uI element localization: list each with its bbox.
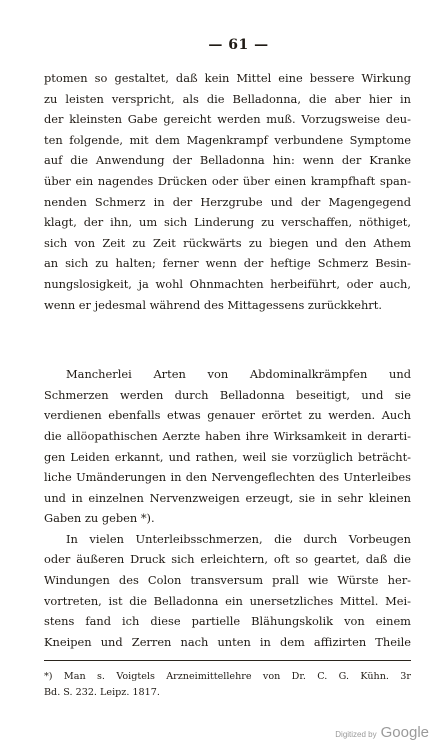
text-line: stens fand ich diese partielle Blähungskolik von einem xyxy=(44,614,411,629)
text-line: Mancherlei Arten von Abdominalkrämpfen und xyxy=(66,367,411,382)
text-line: nungslosigkeit, ja wohl Ohnmachten herbeiführt, oder auch, xyxy=(44,276,411,291)
footnote-line: Bd. S. 232. Leipz. 1817. xyxy=(44,687,160,699)
page-number: — 61 — xyxy=(208,37,269,53)
paragraph-1 xyxy=(44,68,411,315)
text-line: Kneipen und Zerren nach unten in dem affizirten Theile xyxy=(44,634,411,649)
text-line: wenn er jedesmal während des Mittagessens zurückkehrt. xyxy=(44,297,382,312)
text-line: vortreten, ist die Belladonna ein unersetzliches Mittel. Mei- xyxy=(44,593,411,608)
google-watermark xyxy=(335,724,429,741)
text-line: die allöopathischen Aerzte haben ihre Wirksamkeit in derarti- xyxy=(44,428,411,443)
footnote-line: *) Man s. Voigtels Arzneimittellehre von Dr. C. G. Kühn. 3r xyxy=(44,671,411,683)
footnote-rule xyxy=(44,660,411,661)
text-line: gen Leiden erkannt, und rathen, weil sie vorzüglich beträcht- xyxy=(44,449,411,464)
footnote xyxy=(44,669,411,701)
text-line: über ein nagendes Drücken oder über einen krampfhaft span- xyxy=(44,173,411,188)
text-line: verdienen ebenfalls etwas genauer erörtet zu werden. Auch xyxy=(44,408,411,423)
text-line: Gaben zu geben *). xyxy=(44,511,155,526)
text-line: klagt, der ihn, um sich Linderung zu verschaffen, nöthiget, xyxy=(44,215,411,230)
text-line: In vielen Unterleibsschmerzen, die durch Vorbeugen xyxy=(66,531,411,546)
text-line: an sich zu halten; ferner wenn der heftige Schmerz Besin- xyxy=(44,256,411,271)
google-logo: Google xyxy=(380,724,429,741)
text-line: Schmerzen werden durch Belladonna beseitigt, und sie xyxy=(44,387,411,402)
text-line: zu leisten verspricht, als die Belladonna, die aber hier in xyxy=(44,91,411,106)
text-line: auf die Anwendung der Belladonna hin: wenn der Kranke xyxy=(44,153,411,168)
text-line: und in einzelnen Nervenzweigen erzeugt, sie in sehr kleinen xyxy=(44,490,411,505)
text-line: nenden Schmerz in der Herzgrube und der Magengegend xyxy=(44,194,411,209)
text-line: oder äußeren Druck sich erleichtern, oft so geartet, daß die xyxy=(44,552,411,567)
watermark-prefix: Digitized by xyxy=(335,730,377,739)
text-line: Windungen des Colon transversum prall wie Würste her- xyxy=(44,573,411,588)
paragraph-2 xyxy=(44,364,411,529)
text-line: ten folgende, mit dem Magenkrampf verbundene Symptome xyxy=(44,132,411,147)
text-line: liche Umänderungen in den Nervengeflechten des Unterleibes xyxy=(44,470,411,485)
text-line: der kleinsten Gabe gereicht werden muß. Vorzugsweise deu- xyxy=(44,112,411,127)
text-line: ptomen so gestaltet, daß kein Mittel eine bessere Wirkung xyxy=(44,71,411,85)
paragraph-3 xyxy=(44,529,411,653)
text-line: sich von Zeit zu Zeit rückwärts zu biegen und den Athem xyxy=(44,235,411,250)
section-spacer xyxy=(44,341,411,342)
